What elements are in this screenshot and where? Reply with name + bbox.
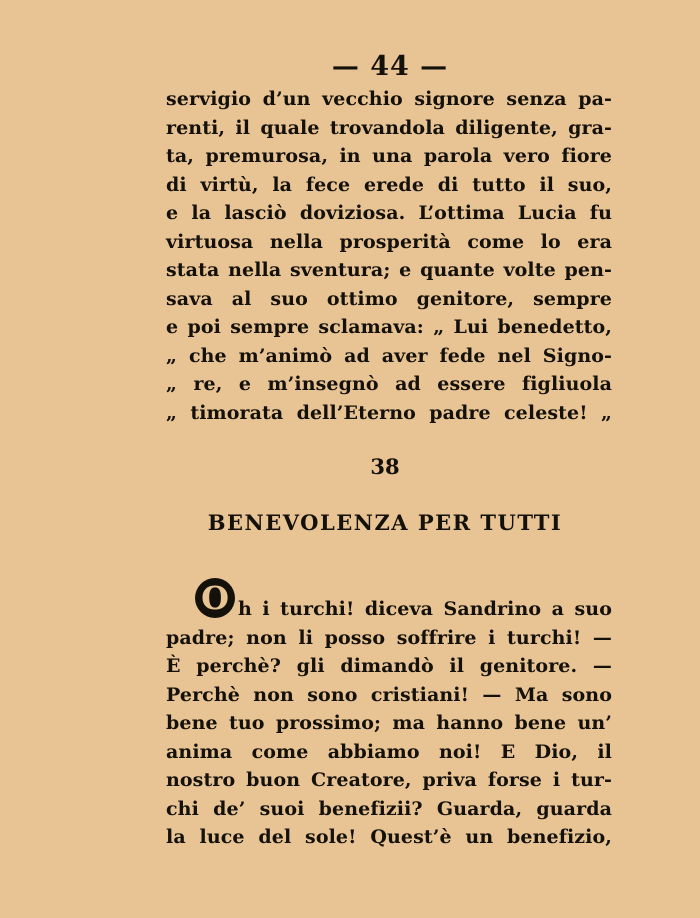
- text-line: „ timorata dell’Eterno padre celeste! „: [166, 401, 612, 424]
- section-number: 38: [370, 454, 400, 479]
- text-line: virtuosa nella prosperità come lo era: [166, 230, 612, 253]
- text-line: È perchè? gli dimandò il genitore. —: [166, 655, 612, 677]
- text-line: ta, premurosa, in una parola vero fiore: [166, 145, 612, 167]
- text-line: di virtù, la fece erede di tutto il suo,: [166, 173, 612, 196]
- text-line: renti, il quale trovandola diligente, gra-: [166, 116, 612, 139]
- section-title: BENEVOLENZA PER TUTTI: [207, 510, 563, 535]
- drop-cap: O: [195, 578, 235, 618]
- text-line: chi de’ suoi benefizii? Guarda, guarda: [166, 797, 612, 820]
- paragraph-two: [166, 579, 612, 852]
- page-number: — 44 —: [331, 51, 449, 82]
- text-line: padre; non li posso soffrire i turchi! —: [166, 626, 612, 649]
- text-line: stata nella sventura; e quante volte pen-: [166, 259, 612, 281]
- text-line: e la lasciò doviziosa. L’ottima Lucia fu: [166, 202, 612, 224]
- text-line: nostro buon Creatore, priva forse i tur-: [166, 769, 612, 791]
- paragraph-one: [166, 85, 612, 427]
- text-line: Perchè non sono cristiani! — Ma sono: [166, 683, 612, 706]
- text-line: la luce del sole! Quest’è un benefizio,: [166, 826, 612, 848]
- text-line: h i turchi! diceva Sandrino a suo: [238, 598, 612, 620]
- text-line: anima come abbiamo noi! E Dio, il: [166, 740, 612, 763]
- text-line: bene tuo prossimo; ma hanno bene un’: [166, 712, 612, 734]
- text-line: servigio d’un vecchio signore senza pa-: [166, 88, 612, 110]
- text-line: e poi sempre sclamava: „ Lui benedetto,: [166, 316, 612, 338]
- first-line: [166, 579, 612, 624]
- text-line: sava al suo ottimo genitore, sempre: [166, 287, 612, 310]
- text-line: „ che m’animò ad aver fede nel Signo-: [166, 344, 612, 367]
- text-line: „ re, e m’insegnò ad essere figliuola: [166, 373, 612, 395]
